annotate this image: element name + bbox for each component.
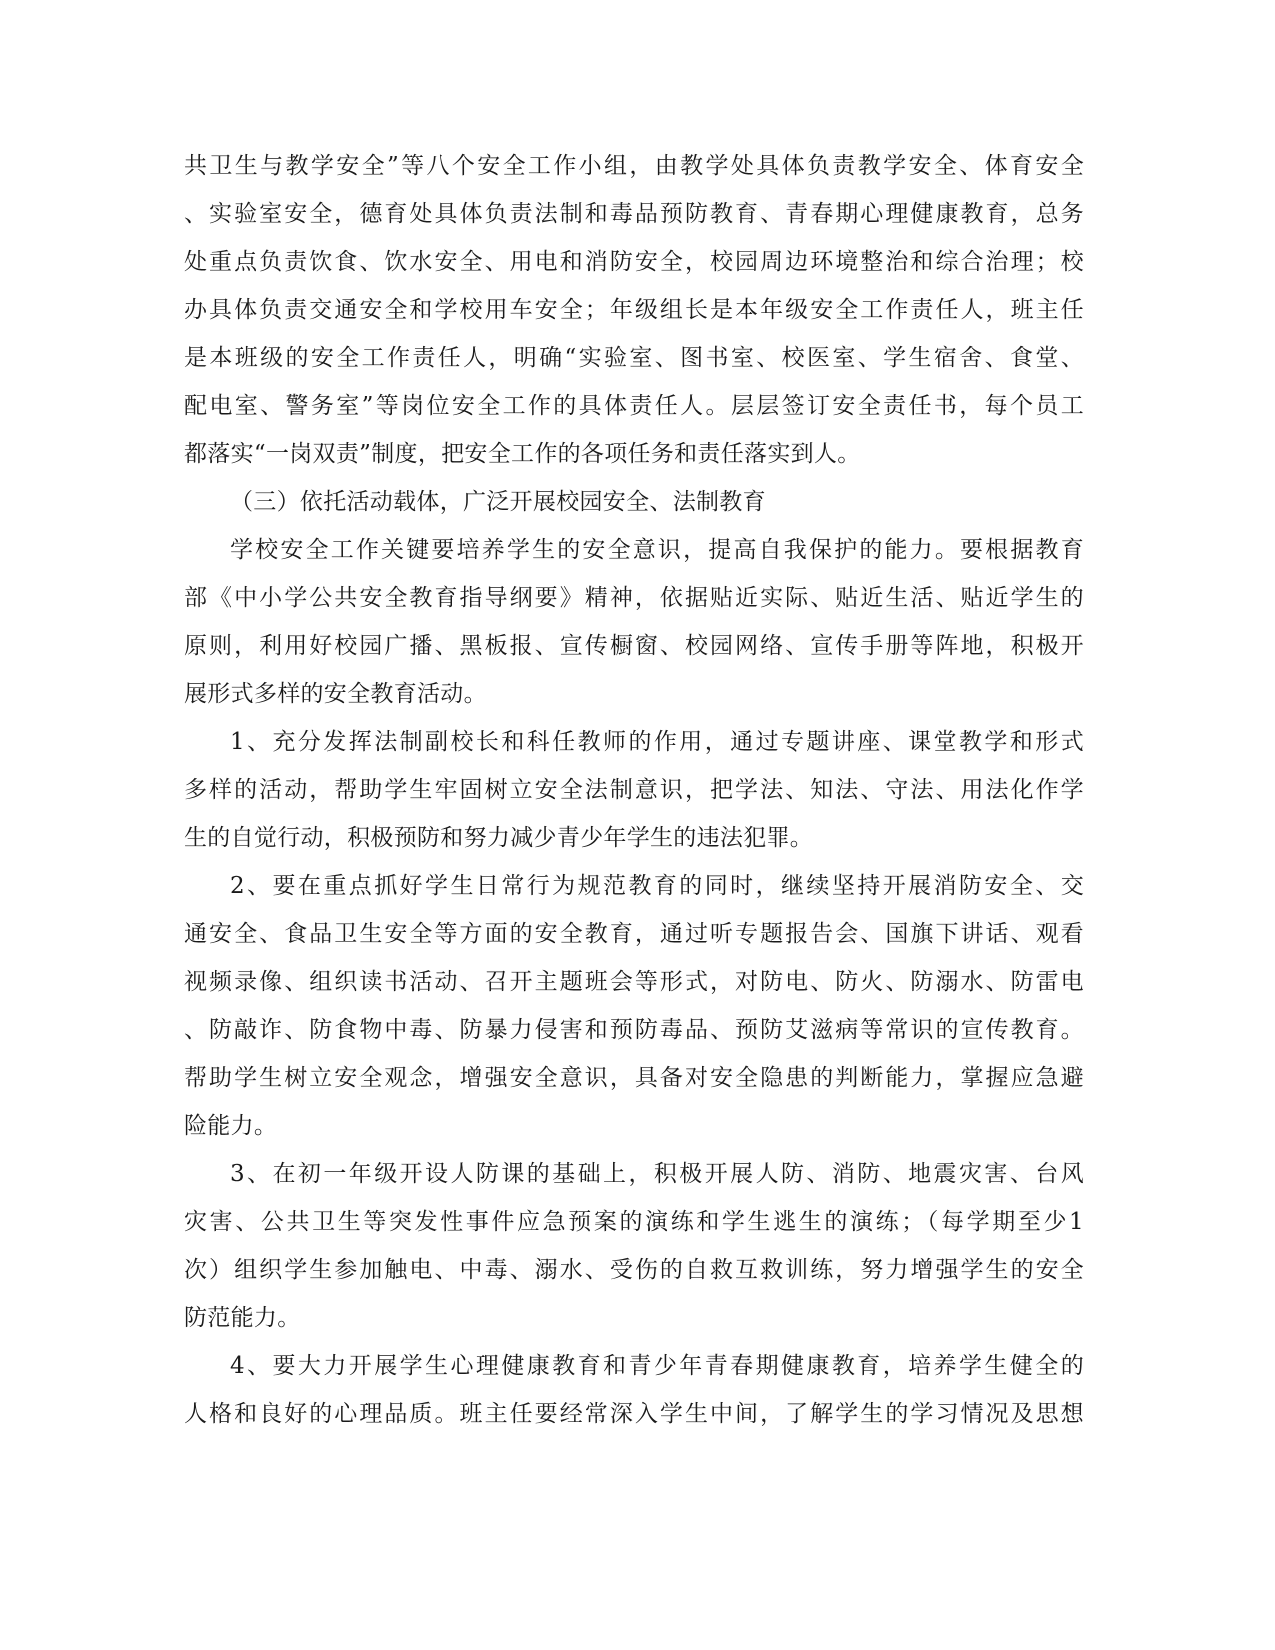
text-line: 险能力。 [184,1113,278,1139]
text-line: 部《中小学公共安全教育指导纲要》精神，依据贴近实际、贴近生活、贴近学生的 [184,585,1084,611]
text-line: 展形式多样的安全教育活动。 [184,681,487,707]
text-line: 通安全、食品卫生安全等方面的安全教育，通过听专题报告会、国旗下讲话、观看 [184,921,1084,947]
paragraph-safety-groups [184,142,1084,478]
text-line: 处重点负责饮食、饮水安全、用电和消防安全，校园周边环境整治和综合治理；校 [184,249,1084,275]
list-item-3 [184,1150,1084,1342]
text-line: 配电室、警务室”等岗位安全工作的具体责任人。层层签订安全责任书，每个员工 [184,393,1084,419]
list-item-1 [184,718,1084,862]
text-line: 、防敲诈、防食物中毒、防暴力侵害和预防毒品、预防艾滋病等常识的宣传教育。 [184,1017,1084,1043]
text-line: 4、要大力开展学生心理健康教育和青少年青春期健康教育，培养学生健全的 [230,1353,1084,1379]
text-line: 生的自觉行动，积极预防和努力减少青少年学生的违法犯罪。 [184,825,814,851]
text-line: 、实验室安全，德育处具体负责法制和毒品预防教育、青春期心理健康教育，总务 [184,201,1084,227]
document-body [184,142,1084,1438]
list-item-2 [184,862,1084,1150]
text-line: 原则，利用好校园广播、黑板报、宣传橱窗、校园网络、宣传手册等阵地，积极开 [184,633,1084,659]
text-line: 1、充分发挥法制副校长和科任教师的作用，通过专题讲座、课堂教学和形式 [230,729,1084,755]
text-line: 防范能力。 [184,1305,301,1331]
text-line: 学校安全工作关键要培养学生的安全意识，提高自我保护的能力。要根据教育 [230,537,1084,563]
list-item-4 [184,1342,1084,1438]
text-line: 办具体负责交通安全和学校用车安全；年级组长是本年级安全工作责任人，班主任 [184,297,1084,323]
heading-text: （三）依托活动载体，广泛开展校园安全、法制教育 [230,489,766,515]
paragraph-safety-awareness [184,526,1084,718]
text-line: 是本班级的安全工作责任人，明确“实验室、图书室、校医室、学生宿舍、食堂、 [184,345,1084,371]
text-line: 视频录像、组织读书活动、召开主题班会等形式，对防电、防火、防溺水、防雷电 [184,969,1084,995]
section-heading [184,478,1084,526]
text-line: 多样的活动，帮助学生牢固树立安全法制意识，把学法、知法、守法、用法化作学 [184,777,1084,803]
text-line: 共卫生与教学安全”等八个安全工作小组，由教学处具体负责教学安全、体育安全 [184,153,1084,179]
text-line: 灾害、公共卫生等突发性事件应急预案的演练和学生逃生的演练；（每学期至少1 [184,1209,1084,1235]
text-line: 2、要在重点抓好学生日常行为规范教育的同时，继续坚持开展消防安全、交 [230,873,1084,899]
text-line: 人格和良好的心理品质。班主任要经常深入学生中间，了解学生的学习情况及思想 [184,1401,1084,1427]
text-line: 都落实“一岗双责”制度，把安全工作的各项任务和责任落实到人。 [184,441,861,467]
text-line: 次）组织学生参加触电、中毒、溺水、受伤的自救互救训练，努力增强学生的安全 [184,1257,1084,1283]
text-line: 3、在初一年级开设人防课的基础上，积极开展人防、消防、地震灾害、台风 [230,1161,1084,1187]
text-line: 帮助学生树立安全观念，增强安全意识，具备对安全隐患的判断能力，掌握应急避 [184,1065,1084,1091]
